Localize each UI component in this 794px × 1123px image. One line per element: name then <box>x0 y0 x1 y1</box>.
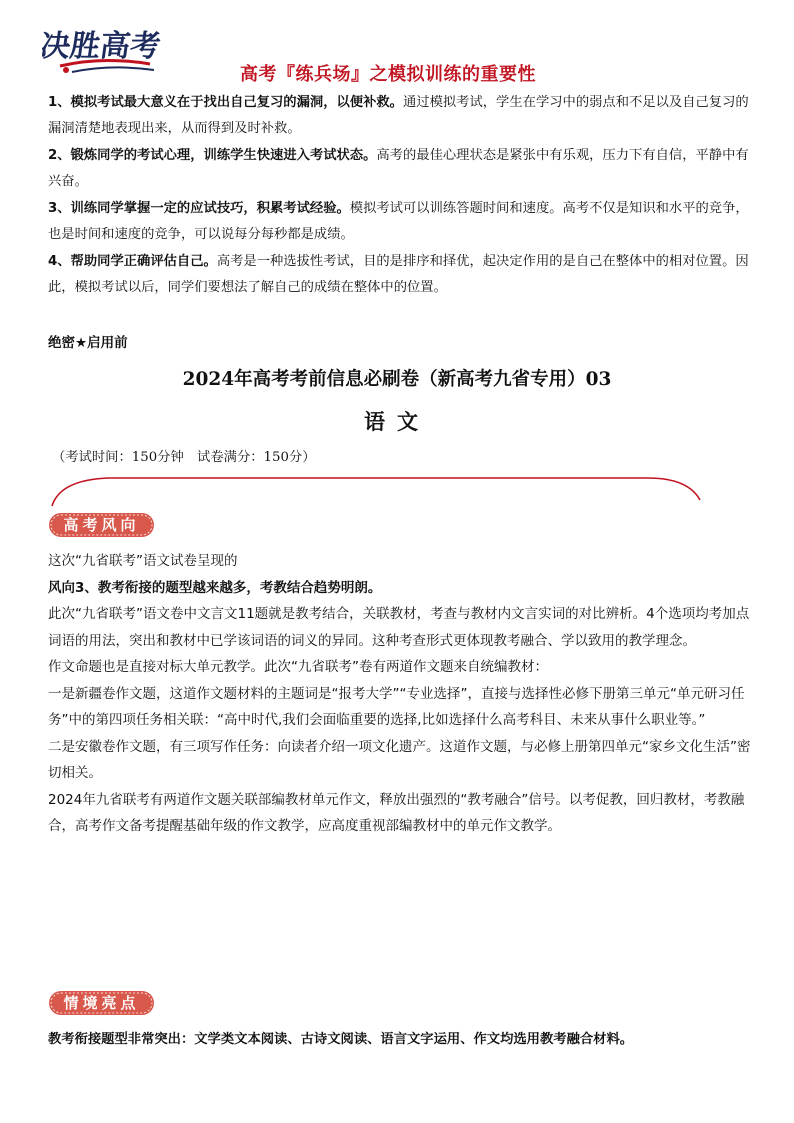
intro-section <box>48 90 753 302</box>
exam-info: （考试时间：150分钟 试卷满分：150分） <box>52 450 316 465</box>
trend-paragraph-5: 一是新疆卷作文题，这道作文题材料的主题词是“报考大学”“专业选择”，直接与选择性必修下册第三单元“单元研习任务”中的第四项任务相关联：“高中时代,我们会面临重要的选择,比如选择什么高考科目、未来从事什么职业等。” <box>48 685 745 728</box>
trend-paragraph-3: 此次“九省联考”语文卷中文言文11题就是教考结合，关联教材，考查与教材内文言实词的对比辨析。4个选项均考加点词语的用法，突出和教材中已学该词语的词义的异同。这种考查形式更体现教考融合、学以致用的教学理念。 <box>48 606 750 649</box>
badge-highlight-label: 情境亮点 <box>63 994 140 1012</box>
trend-paragraph-4: 作文命题也是直接对标大单元教学。此次“九省联考”卷有两道作文题来自统编教材： <box>48 659 548 675</box>
highlight-text: 教考衔接题型非常突出：文学类文本阅读、古诗文阅读、语言文字运用、作文均选用教考融合材料。 <box>48 1032 634 1047</box>
trend-paragraph-2: 风向3、教考衔接的题型越来越多，考教结合趋势明朗。 <box>48 579 382 596</box>
brand-logo <box>42 20 162 82</box>
exam-subject: 语文 <box>364 409 430 434</box>
badge-trend <box>48 512 155 538</box>
intro-item-4: 4、帮助同学正确评估自己。高考是一种选拔性考试，目的是排序和择优，起决定作用的是自己在整体中的相对位置。因此，模拟考试以后，同学们要想法了解自己的成绩在整体中的位置。 <box>48 254 749 295</box>
intro-item-1: 1、模拟考试最大意义在于找出自己复习的漏洞，以便补救。通过模拟考试，学生在学习中的弱点和不足以及自己复习的漏洞清楚地表现出来，从而得到及时补救。 <box>48 95 749 136</box>
trend-paragraph-6: 二是安徽卷作文题，有三项写作任务：向读者介绍一项文化遗产。这道作文题，与必修上册第四单元“家乡文化生活”密切相关。 <box>48 738 751 781</box>
secret-label: 绝密★启用前 <box>48 335 128 351</box>
exam-title: 2024年高考考前信息必刷卷（新高考九省专用）03 <box>182 369 612 390</box>
badge-trend-label: 高考风向 <box>63 516 140 534</box>
logo-text: 决胜高考 <box>42 29 162 64</box>
trend-body <box>48 548 753 840</box>
intro-item-3: 3、训练同学掌握一定的应试技巧，积累考试经验。模拟考试可以训练答题时间和速度。高考不仅是知识和水平的竞争，也是时间和速度的竞争，可以说每分每秒都是成绩。 <box>48 201 749 242</box>
decorative-arc <box>48 470 708 510</box>
banner-title: 高考『练兵场』之模拟训练的重要性 <box>240 64 536 85</box>
intro-item-2: 2、锻炼同学的考试心理，训练学生快速进入考试状态。高考的最佳心理状态是紧张中有乐观，压力下有自信，平静中有兴奋。 <box>48 148 749 189</box>
trend-paragraph-7: 2024年九省联考有两道作文题关联部编教材单元作文，释放出强烈的“教考融合”信号。以考促教，回归教材，考教融合，高考作文备考提醒基础年级的作文教学，应高度重视部编教材中的单元作文教学。 <box>48 791 745 834</box>
trend-paragraph-1: 这次“九省联考”语文试卷呈现的 <box>48 553 238 569</box>
badge-highlight <box>48 990 155 1016</box>
